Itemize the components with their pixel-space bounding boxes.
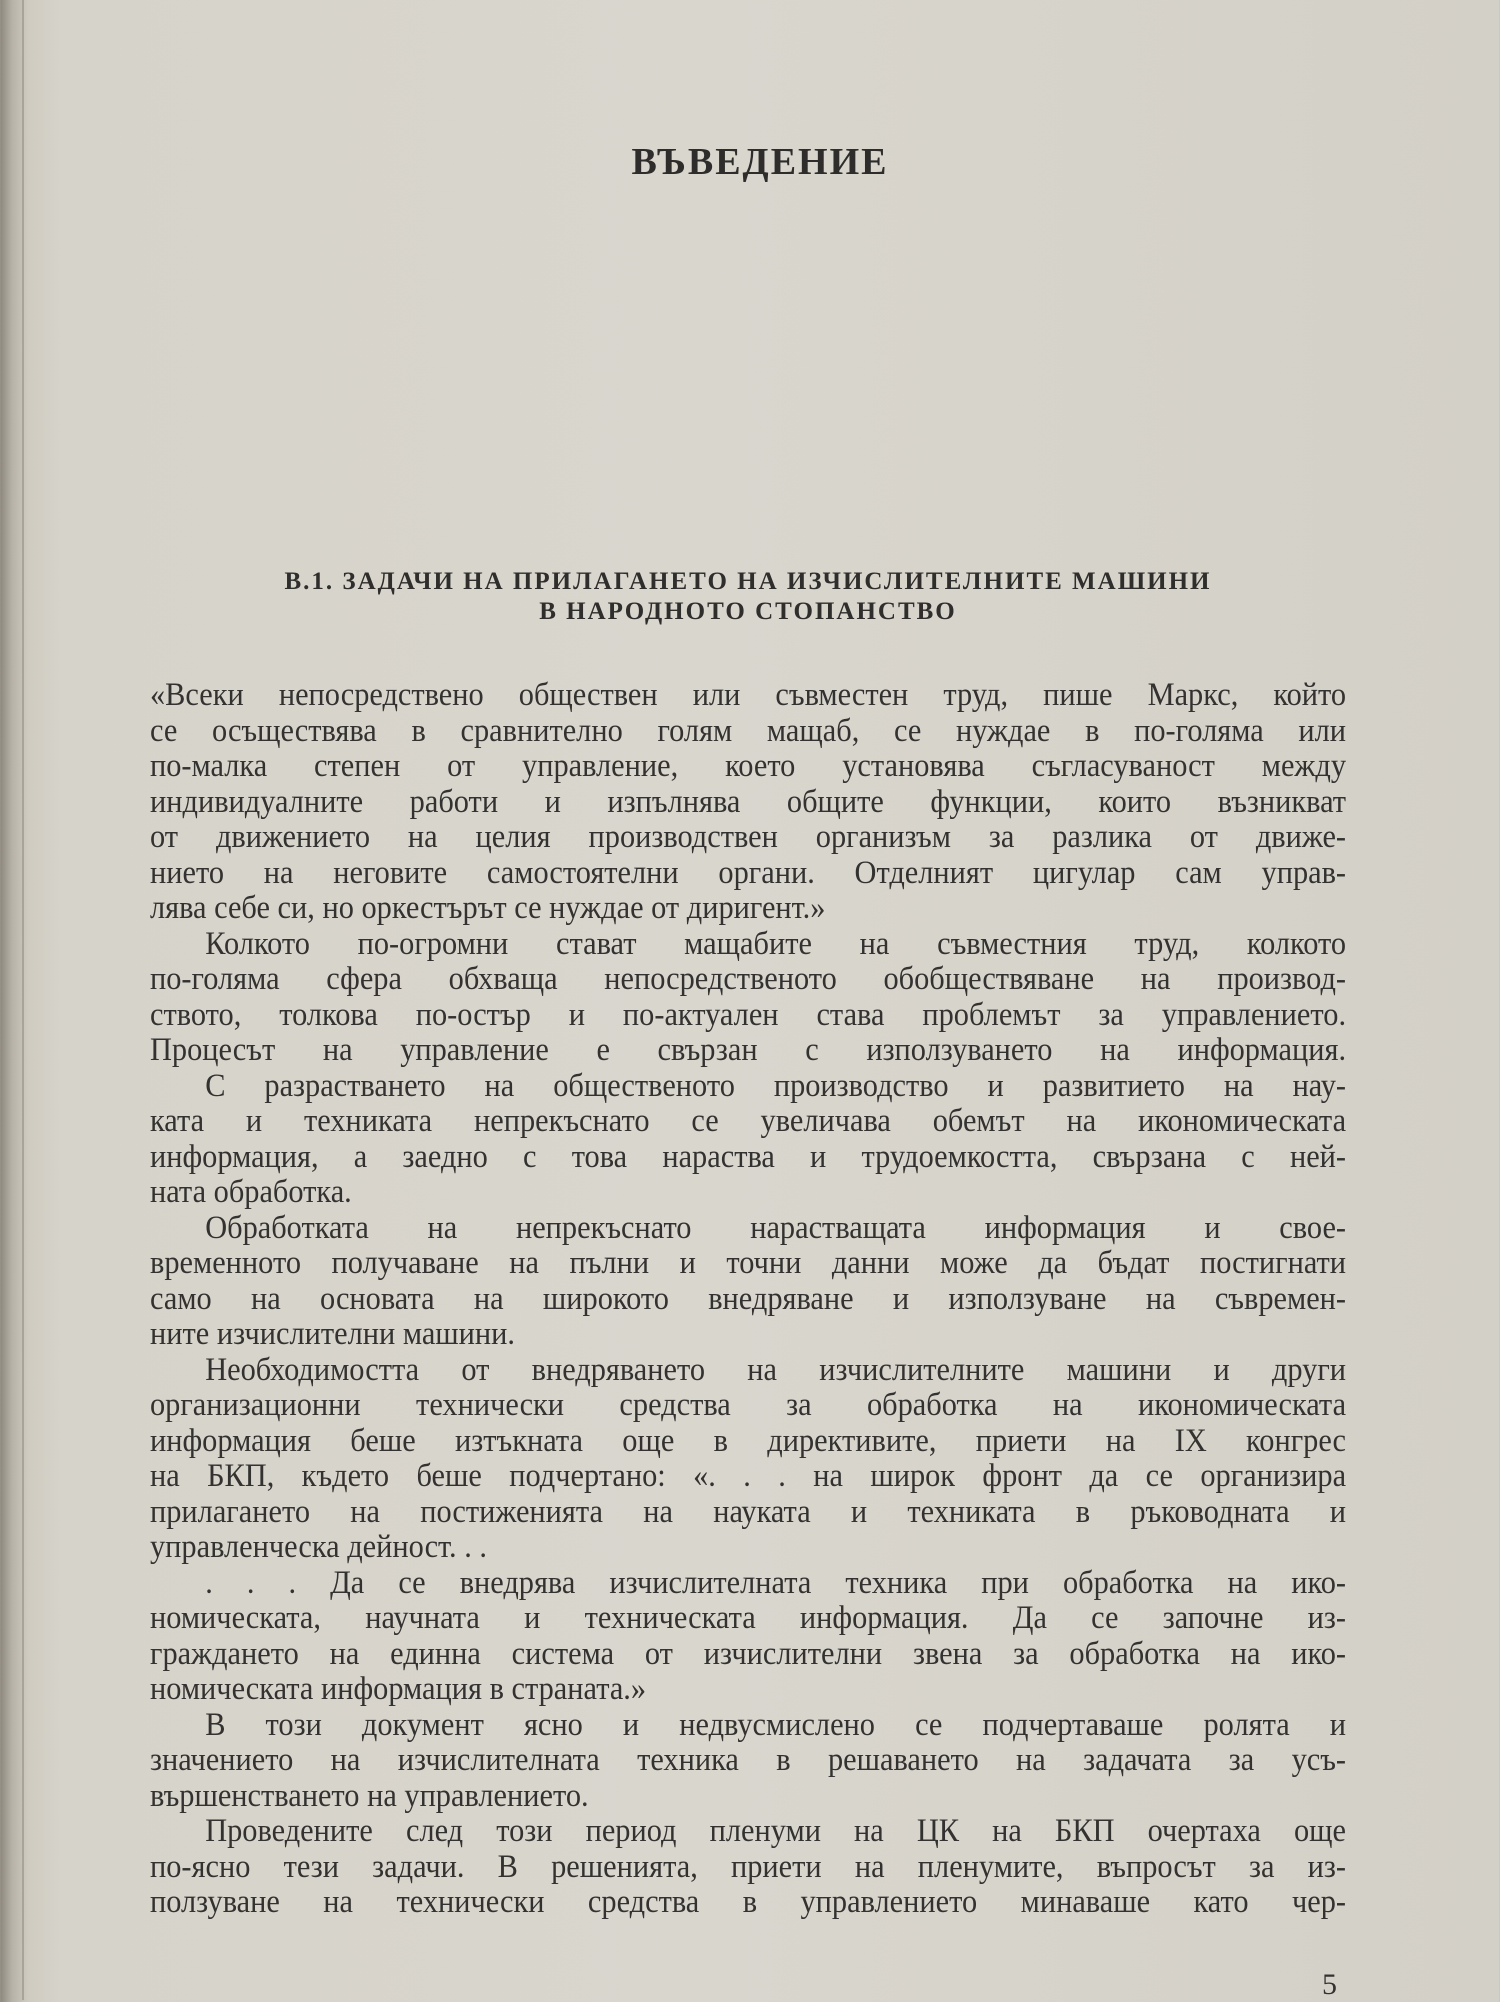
text-line: Колкото по-огромни стават мащабите на съвместния труд, колкото: [205, 925, 1347, 962]
text-line: управленческа дейност. . .: [150, 1529, 487, 1565]
paragraph: [150, 1566, 1346, 1708]
text-line: временното получаване на пълни и точни данни може да бъдат постигнати: [150, 1245, 1347, 1281]
text-line: . . . Да се внедрява изчислителната техника при обработка на ико-: [205, 1564, 1347, 1601]
text-line: по-голяма сфера обхваща непосредственото обобществяване на производ-: [150, 961, 1347, 997]
text-line: по-малка степен от управление, което установява съгласуваност между: [150, 748, 1347, 784]
text-line: прилагането на постиженията на науката и техниката в ръководната и: [150, 1493, 1347, 1530]
text-line: нието на неговите самостоятелни органи. Отделният цигулар сам управ-: [150, 854, 1347, 891]
text-line: се осъществява в сравнително голям мащаб, се нуждае в по-голяма или: [150, 712, 1347, 749]
text-line: по-ясно тези задачи. В решенията, приети на пленумите, въпросът за из-: [150, 1848, 1347, 1885]
text-line: индивидуалните работи и изпълнява общите функции, които възникват: [150, 783, 1347, 820]
text-line: номическата, научната и техническата информация. Да се започне из-: [150, 1600, 1347, 1636]
chapter-title: ВЪВЕДЕНИЕ: [631, 141, 889, 183]
text-line: ползуване на технически средства в управлението минаваше като чер-: [150, 1884, 1347, 1920]
paragraph: [150, 1708, 1346, 1815]
paragraph: [150, 927, 1346, 1069]
text-line: ните изчислителни машини.: [150, 1316, 516, 1352]
paragraph: [150, 1814, 1346, 1921]
book-spine-edge: [22, 0, 24, 2000]
page-number: 5: [1322, 1968, 1337, 2001]
paragraph: [150, 1069, 1346, 1211]
text-line: граждането на единна система от изчислителни звена за обработка на ико-: [150, 1635, 1347, 1672]
text-line: Обработката на непрекъснато нарастващата информация и свое-: [205, 1209, 1347, 1246]
paragraph: [150, 1211, 1346, 1353]
text-line: Необходимостта от внедряването на изчислителните машини и други: [205, 1351, 1347, 1388]
text-line: С разрастването на общественото производство и развитието на нау-: [205, 1067, 1347, 1104]
text-line: ството, толкова по-остър и по-актуален става проблемът за управлението.: [150, 996, 1347, 1033]
paragraph: [150, 678, 1346, 927]
text-line: от движението на целия производствен организъм за разлика от движе-: [150, 819, 1347, 855]
text-line: ната обработка.: [150, 1174, 352, 1210]
text-line: само на основата на широкото внедряване и използуване на съвремен-: [150, 1280, 1347, 1317]
text-line: «Всеки непосредствено обществен или съвместен труд, пише Маркс, който: [150, 677, 1347, 713]
paragraph: [150, 1353, 1346, 1566]
text-line: организационни технически средства за обработка на икономическата: [150, 1387, 1347, 1423]
text-line: вършенстването на управлението.: [150, 1777, 589, 1814]
text-line: информация, а заедно с това нараства и трудоемкостта, свързана с ней-: [150, 1138, 1347, 1175]
text-line: информация беше изтъкната още в директивите, приети на IX конгрес: [150, 1422, 1347, 1459]
text-line: В този документ ясно и недвусмислено се подчертаваше ролята и: [205, 1706, 1347, 1743]
text-line: ката и техниката непрекъснато се увеличава обемът на икономическата: [150, 1103, 1347, 1139]
body-text: [150, 678, 1346, 1921]
section-heading-line-1: В.1. ЗАДАЧИ НА ПРИЛАГАНЕТО НА ИЗЧИСЛИТЕЛНИТЕ МАШИНИ: [284, 568, 1212, 595]
text-line: Проведените след този период пленуми на ЦК на БКП очертаха още: [205, 1813, 1347, 1849]
text-line: номическата информация в страната.»: [150, 1671, 647, 1707]
text-line: значението на изчислителната техника в решаването на задачата за усъ-: [150, 1742, 1347, 1778]
section-heading-line-2: В НАРОДНОТО СТОПАНСТВО: [539, 598, 957, 625]
text-line: на БКП, където беше подчертано: «. . . на широк фронт да се организира: [150, 1458, 1347, 1494]
text-line: Процесът на управление е свързан с използуването на информация.: [150, 1032, 1347, 1068]
text-line: лява себе си, но оркестърът се нуждае от диригент.»: [150, 890, 826, 926]
